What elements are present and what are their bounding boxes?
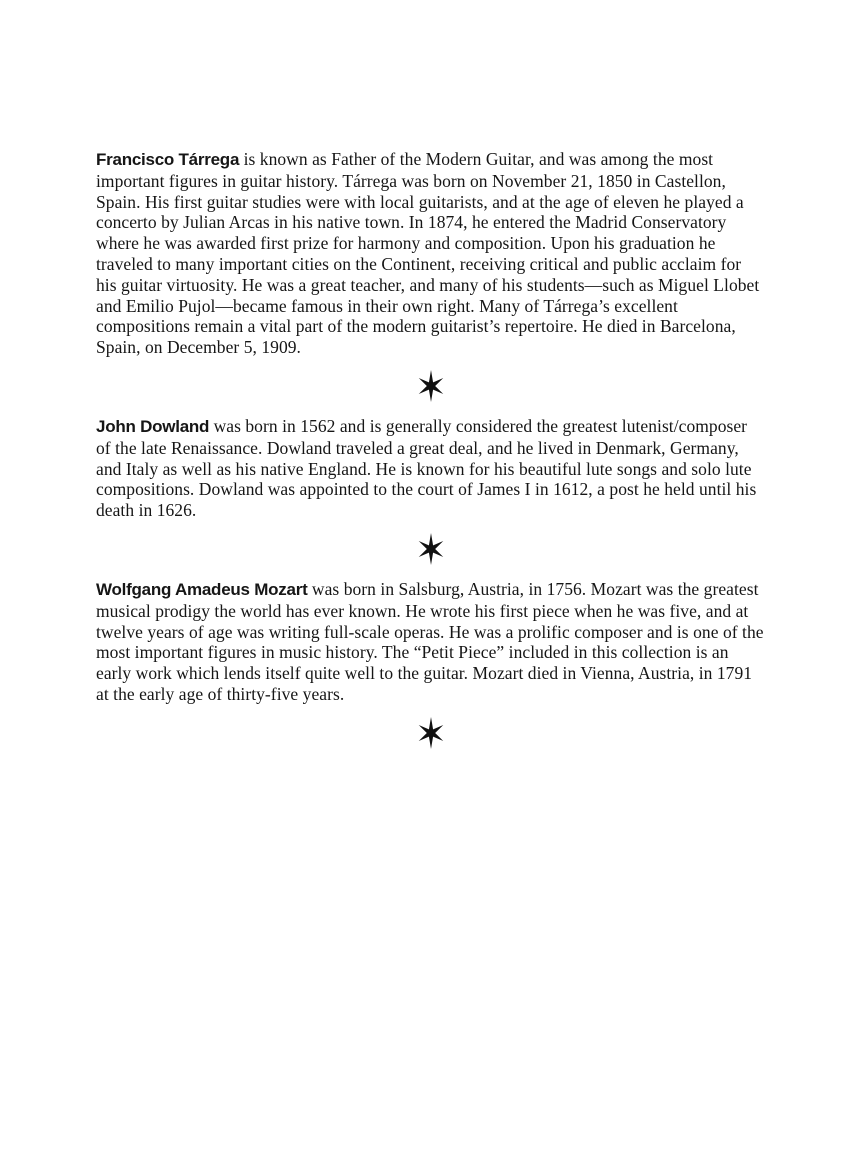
- bio-paragraph-mozart: [96, 579, 766, 705]
- star-divider: [96, 531, 766, 567]
- composer-name-mozart: Wolfgang Amadeus Mozart: [96, 579, 308, 599]
- star-icon: [414, 368, 448, 404]
- star-divider: [96, 715, 766, 751]
- bio-paragraph-tarrega: [96, 149, 766, 358]
- bio-text-tarrega: is known as Father of the Modern Guitar, and was among the most important figures in guitar history. Tárrega was born on November 21, 1850 in Castellon, Spain. His first guitar studies were with local guitarists, and at the age of eleven he played a concerto by Julian Arcas in his native town. In 1874, he entered the Madrid Conservatory where he was awarded first prize for harmony and composition. Upon his graduation he traveled to many important cities on the Continent, receiving critical and public acclaim for his guitar virtuosity. He was a great teacher, and many of his students—such as Miguel Llobet and Emilio Pujol—became famous in their own right. Many of Tárrega’s excellent compositions remain a vital part of the modern guitarist’s repertoire. He died in Barcelona, Spain, on December 5, 1909.: [96, 149, 760, 358]
- composer-name-dowland: John Dowland: [96, 416, 210, 436]
- star-icon: [414, 531, 448, 567]
- composer-name-tarrega: Francisco Tárrega: [96, 150, 240, 169]
- bio-paragraph-dowland: [96, 416, 766, 521]
- star-icon: [414, 715, 448, 751]
- bio-text-dowland: was born in 1562 and is generally considered the greatest lutenist/composer of the late Renaissance. Dowland traveled a great deal, and he lived in Denmark, Germany, and Italy as well as his native England. He is known for his beautiful lute songs and solo lute compositions. Dowland was appointed to the court of James I in 1612, a post he held until his death in 1626.: [96, 415, 757, 521]
- star-divider: [96, 368, 766, 404]
- bio-text-mozart: was born in Salsburg, Austria, in 1756. Mozart was the greatest musical prodigy the world has ever known. He wrote his first piece when he was five, and at twelve years of age was writing full-scale operas. He was a prolific composer and is one of the most important figures in music history. The “Petit Piece” included in this collection is an early work which lends itself quite well to the guitar. Mozart died in Vienna, Austria, in 1791 at the early age of thirty-five years.: [96, 578, 764, 704]
